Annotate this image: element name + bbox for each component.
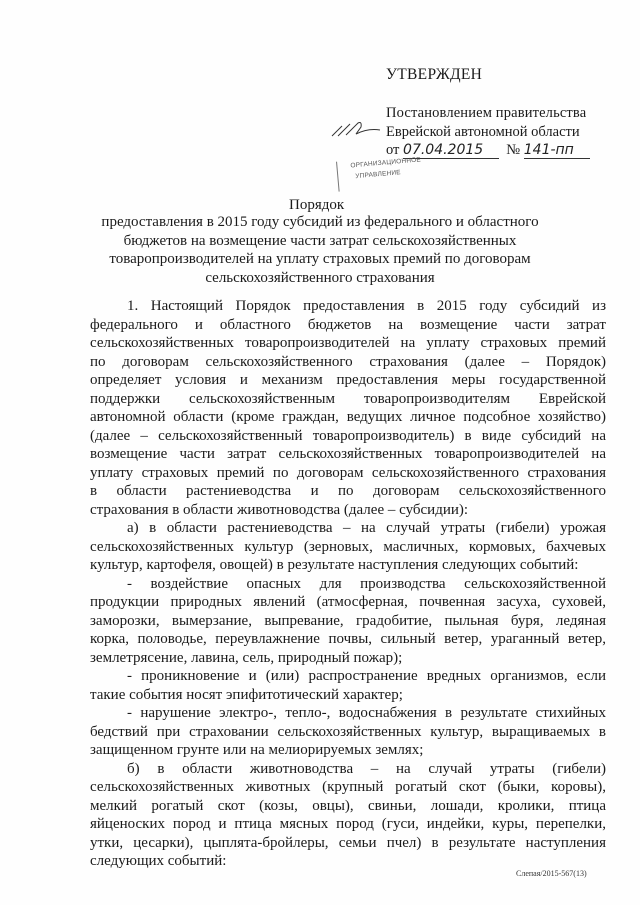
body-line: сельскохозяйственных товаропроизводителей на уплату страховых премий: [90, 335, 606, 351]
body-line: заморозки, вымерзание, выпревание, градобитие, пыльная буря, ледяная: [90, 612, 606, 629]
body-line: уплату страховых премий по договорам сельскохозяйственного страхования: [90, 464, 606, 481]
body-line: культур, картофеля, овощей) в результате наступления следующих событий:: [90, 557, 579, 573]
body-line: бедствий при страховании сельскохозяйственных культур, выращиваемых в: [90, 723, 606, 740]
body-line: возмещение части затрат сельскохозяйственных товаропроизводителей на: [90, 446, 606, 462]
approved-heading: УТВЕРЖДЕН: [386, 66, 483, 83]
decree-line-1: Постановлением правительства: [386, 105, 587, 121]
footer-code: Слепая/2015-567(13): [516, 869, 587, 878]
body-line: сельскохозяйственных культур (зерновых, масличных, кормовых, бахчевых: [90, 538, 606, 555]
body-line: а) в области растениеводства – на случай утраты (гибели) урожая: [127, 520, 606, 536]
title-subtitle: [100, 213, 540, 287]
body-line: утки, цесарки), цыплята-бройлеры, семьи пчел) в результате наступления: [90, 834, 606, 851]
body-line: - проникновение и (или) распространение вредных организмов, если: [127, 668, 606, 684]
body-line: определяет условия и механизм предоставления меры государственной: [90, 372, 606, 388]
stamp-line-2: УПРАВЛЕНИЕ: [355, 169, 402, 181]
body-line: яйценоских пород и птица мясных пород (гуси, индейки, куры, перепелки,: [90, 816, 606, 832]
body-line: по договорам сельскохозяйственного страхования (далее – Порядок): [90, 353, 606, 370]
title-main: Порядок: [289, 197, 345, 213]
body-line: страхования в области животноводства (далее – субсидии):: [90, 501, 469, 518]
body-line: федерального и областного бюджетов на возмещение части затрат: [90, 316, 606, 333]
body-line: - нарушение электро-, тепло-, водоснабжения в результате стихийных: [127, 705, 606, 721]
title-line: предоставления в 2015 году субсидий из федерального и областного: [101, 214, 539, 230]
registration-stamp: [331, 146, 426, 196]
stamp-border: [336, 161, 352, 192]
date-value: 07.04.2015: [403, 142, 484, 158]
body-line: б) в области животноводства – на случай утраты (гибели): [127, 760, 606, 777]
number-field: [524, 143, 590, 159]
body-line: 1. Настоящий Порядок предоставления в 2015 году субсидий из: [127, 298, 606, 314]
stamp-line-1: ОРГАНИЗАЦИОННОЕ: [350, 156, 422, 170]
number-prefix: №: [506, 142, 521, 158]
title-line: товаропроизводителей на уплату страховых премий по договорам: [109, 251, 531, 268]
body-line: защищенном грунте или на мелиорируемых землях;: [90, 742, 424, 758]
body-line: сельскохозяйственных животных (крупный рогатый скот (быки, коровы),: [90, 779, 606, 795]
body-line: продукции природных явлений (атмосферная, почвенная засуха, суховей,: [90, 594, 606, 610]
decree-line-2: Еврейской автономной области: [386, 123, 580, 140]
body-line: такие события носят эпифитотический характер;: [90, 686, 403, 703]
body-line: землетрясение, лавина, сель, природный пожар);: [90, 649, 403, 666]
body-line: - воздействие опасных для производства сельскохозяйственной: [127, 575, 606, 592]
body-line: (далее – сельскохозяйственный товаропроизводитель) в виде субсидий на: [90, 427, 606, 444]
title-line: бюджетов на возмещение части затрат сельскохозяйственных: [123, 232, 517, 249]
body-line: автономной области (кроме граждан, ведущих личное подсобное хозяйство): [90, 409, 606, 425]
body-text: [90, 297, 606, 871]
title-line: сельскохозяйственного страхования: [205, 269, 435, 286]
body-line: следующих событий:: [90, 853, 227, 869]
signature-scribble: [328, 118, 384, 140]
body-line: корка, половодье, переувлажнение почвы, сильный ветер, ураганный ветер,: [90, 631, 606, 647]
body-line: мелкий рогатый скот (козы, овцы), свиньи, лошади, кролики, птица: [90, 797, 606, 814]
date-prefix: от: [386, 142, 400, 158]
body-line: поддержки сельскохозяйственным товаропроизводителям Еврейской: [90, 390, 606, 407]
number-value: 141-пп: [523, 142, 574, 158]
body-line: в области растениеводства и по договорам сельскохозяйственного: [90, 483, 606, 499]
